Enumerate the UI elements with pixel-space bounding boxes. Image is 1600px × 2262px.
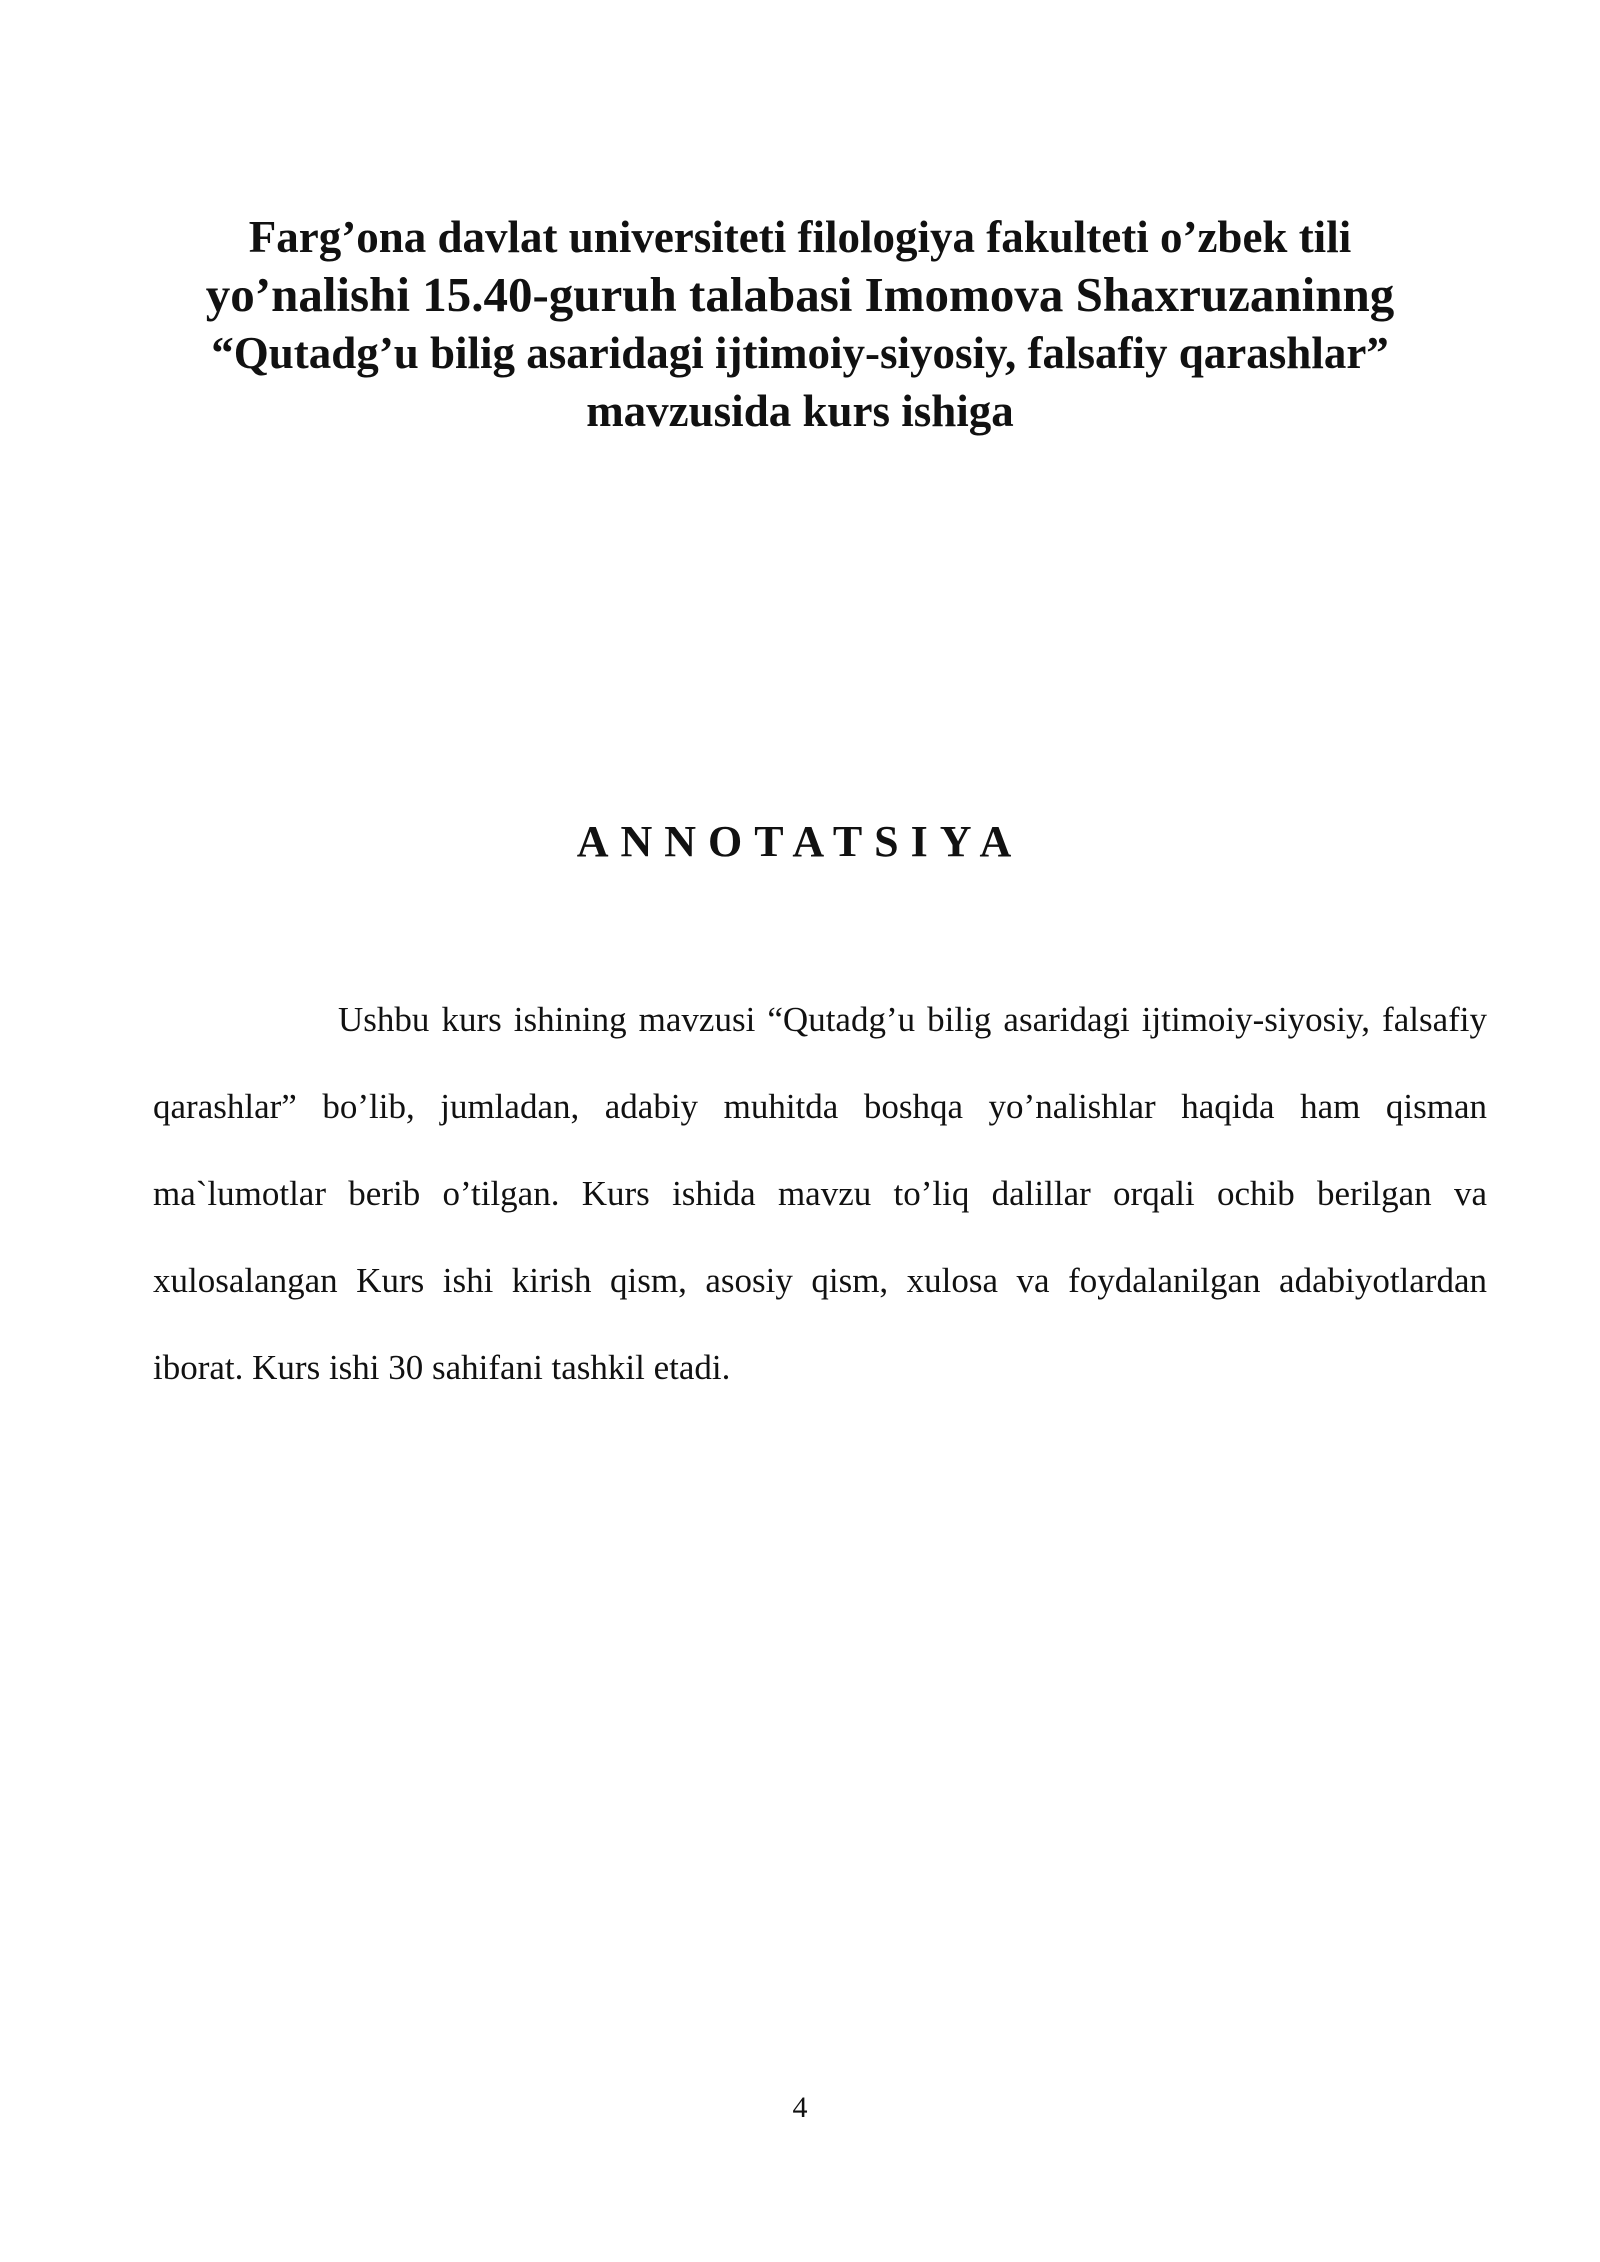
page-number: 4 <box>792 2091 808 2124</box>
annotation-paragraph: Ushbu kurs ishining mavzusi “Qutadg’u bilig asaridagi ijtimoiy-siyosiy, falsafiy qarashlar” bo’lib, jumladan, adabiy muhitda boshqa yo’nalishlar haqida ham qisman ma`lumotlar berib o’tilgan. Kurs ishida mavzu to’liq dalillar orqali ochib berilgan va xulosalangan Kurs ishi kirish qism, asosiy qism, xulosa va foydalanilgan adabiyotlardan iborat. Kurs ishi 30 sahifani tashkil etadi. <box>153 1000 1487 1387</box>
heading-line-4: mavzusida kurs ishiga <box>586 386 1014 436</box>
heading-line-1: Farg’ona davlat universiteti filologiya fakulteti o’zbek tili <box>248 212 1352 262</box>
heading-line-3: “Qutadg’u bilig asaridagi ijtimoiy-siyosiy, falsafiy qarashlar” <box>211 328 1389 378</box>
section-title: ANNOTATSIYA <box>576 817 1024 866</box>
heading-line-2: yo’nalishi 15.40-guruh talabasi Imomova Shaxruzaninng <box>205 267 1395 322</box>
document-heading <box>140 208 1460 440</box>
